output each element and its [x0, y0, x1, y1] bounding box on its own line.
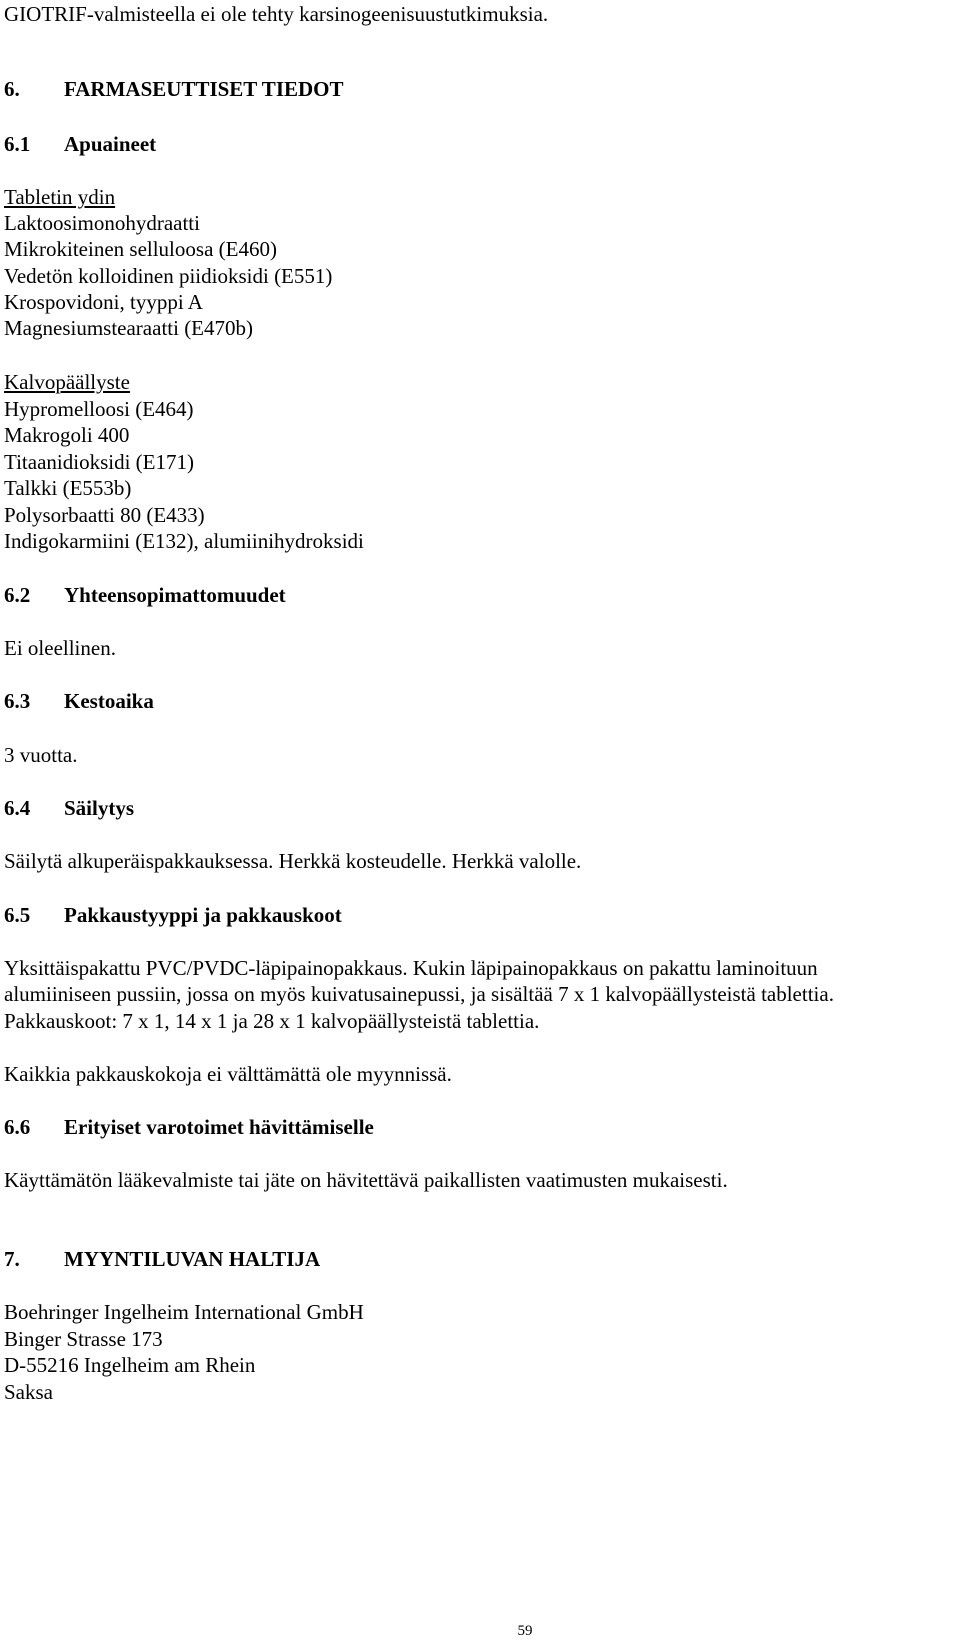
list-item: Polysorbaatti 80 (E433) [4, 503, 205, 527]
section-number: 6.3 [4, 689, 31, 713]
paragraph-line: alumiiniseen pussiin, jossa on myös kuivatusainepussi, ja sisältää 7 x 1 kalvopäällysteistä tablettia. [4, 982, 834, 1006]
section-text: Käyttämätön lääkevalmiste tai jäte on hävitettävä paikallisten vaatimusten mukaisesti. [4, 1168, 728, 1192]
list-item: Indigokarmiini (E132), alumiinihydroksidi [4, 529, 364, 553]
list-item: Titaanidioksidi (E171) [4, 450, 194, 474]
section-title: FARMASEUTTISET TIEDOT [64, 77, 344, 101]
section-text: Ei oleellinen. [4, 636, 116, 660]
section-title: Apuaineet [64, 132, 157, 156]
coating-heading: Kalvopäällyste [4, 370, 130, 394]
section-6-5-heading [4, 902, 342, 929]
section-6-4-heading [4, 795, 134, 822]
address-line: Saksa [4, 1380, 53, 1404]
list-item: Mikrokiteinen selluloosa (E460) [4, 237, 277, 261]
paragraph-line: Pakkauskoot: 7 x 1, 14 x 1 ja 28 x 1 kalvopäällysteistä tablettia. [4, 1009, 540, 1033]
section-title: Pakkaustyyppi ja pakkauskoot [64, 903, 342, 927]
section-number: 6.1 [4, 132, 31, 156]
section-title: Erityiset varotoimet hävittämiselle [64, 1115, 374, 1139]
list-item: Laktoosimonohydraatti [4, 211, 200, 235]
section-number: 6.6 [4, 1115, 31, 1139]
list-item: Makrogoli 400 [4, 423, 130, 447]
address-line: Boehringer Ingelheim International GmbH [4, 1300, 364, 1324]
section-6-1-heading [4, 131, 156, 158]
section-number: 6.2 [4, 583, 31, 607]
section-title: MYYNTILUVAN HALTIJA [64, 1247, 321, 1271]
address-line: Binger Strasse 173 [4, 1327, 163, 1351]
section-number: 6. [4, 77, 20, 101]
list-item: Magnesiumstearaatti (E470b) [4, 316, 254, 340]
section-6-3-heading [4, 688, 154, 715]
section-title: Säilytys [64, 796, 135, 820]
intro-text: GIOTRIF-valmisteella ei ole tehty karsinogeenisuustutkimuksia. [4, 2, 549, 26]
paragraph-line: Yksittäispakattu PVC/PVDC-läpipainopakkaus. Kukin läpipainopakkaus on pakattu laminoituun [4, 956, 818, 980]
address-line: D-55216 Ingelheim am Rhein [4, 1353, 256, 1377]
section-7-heading [4, 1246, 320, 1273]
section-6-2-heading [4, 582, 286, 609]
section-note: Kaikkia pakkauskokoja ei välttämättä ole myynnissä. [4, 1062, 452, 1086]
list-item: Krospovidoni, tyyppi A [4, 290, 203, 314]
section-title: Kestoaika [64, 689, 154, 713]
section-6-heading [4, 76, 344, 103]
section-number: 6.4 [4, 796, 31, 820]
list-item: Talkki (E553b) [4, 476, 132, 500]
section-text: Säilytä alkuperäispakkauksessa. Herkkä kosteudelle. Herkkä valolle. [4, 849, 582, 873]
section-6-6-heading [4, 1114, 374, 1141]
core-heading: Tabletin ydin [4, 185, 116, 209]
section-number: 6.5 [4, 903, 31, 927]
section-text: 3 vuotta. [4, 743, 78, 767]
list-item: Hypromelloosi (E464) [4, 397, 194, 421]
list-item: Vedetön kolloidinen piidioksidi (E551) [4, 264, 333, 288]
section-number: 7. [4, 1247, 20, 1271]
section-title: Yhteensopimattomuudet [64, 583, 286, 607]
page-number: 59 [517, 1623, 533, 1639]
